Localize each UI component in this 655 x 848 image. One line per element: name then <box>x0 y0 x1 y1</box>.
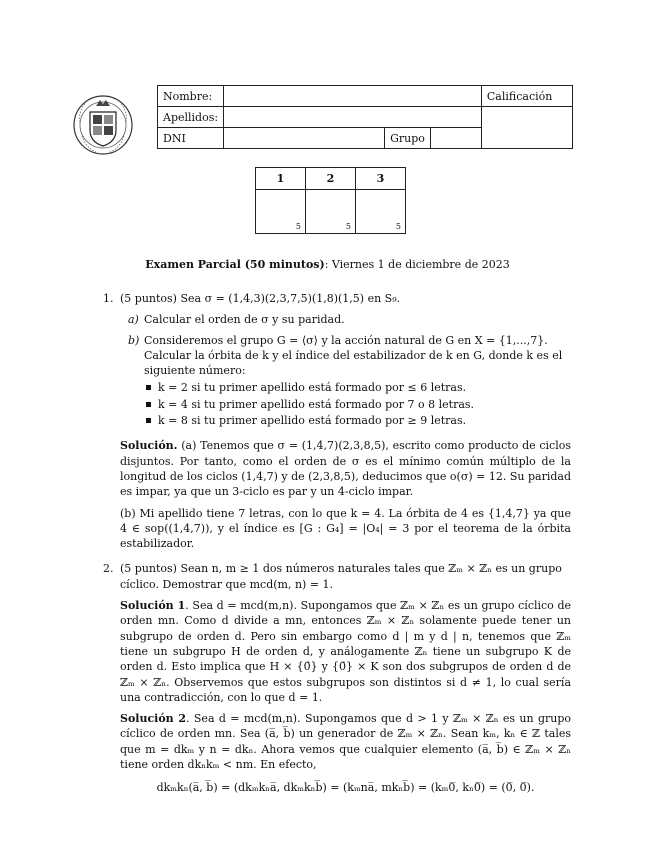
max-points: 5 <box>395 222 401 231</box>
exam-title-bold: Examen Parcial (50 minutos) <box>145 258 325 271</box>
student-info-table <box>157 85 573 149</box>
score-table <box>255 167 406 234</box>
exam-body <box>103 291 571 804</box>
solution-2-2 <box>103 711 571 772</box>
question-text: (5 puntos) Sean n, m ≥ 1 dos números naturales tales que ℤₘ × ℤₙ es un grupo cíclico. Demostrar que mcd(m, n) = 1. <box>120 562 562 591</box>
subpart-label: b) <box>128 333 140 347</box>
apellidos-field[interactable] <box>224 107 482 128</box>
solution-label: Solución 1 <box>120 599 186 613</box>
question-text: (5 puntos) Sea σ = (1,4,3)(2,3,7,5)(1,8)(1,5) en S₉. <box>120 292 401 305</box>
question-1a <box>120 312 571 327</box>
subpart-label: a) <box>128 313 139 327</box>
score-header: 3 <box>356 168 406 190</box>
question-1 <box>103 291 571 306</box>
solution-label: Solución 2 <box>120 712 187 726</box>
question-2 <box>103 561 571 592</box>
solution-text: . Sea d = mcd(m,n). Supongamos que d > 1 y ℤₘ × ℤₙ es un grupo cíclico de orden mn. Sea (a̅, b̅) un generador de ℤₘ × ℤₙ. Sean kₘ, kₙ ∈ ℤ tales que m = dkₘ y n = dkₙ. Ahora vemos que cualquier elemento (a̅, b̅) ∈ ℤₘ × ℤₙ tiene orden dkₙkₘ < nm. En efecto, <box>120 712 571 772</box>
subpart-text: Calcular el orden de σ y su paridad. <box>144 313 345 327</box>
grupo-field[interactable] <box>430 128 481 149</box>
subpart-text: Consideremos el grupo G = ⟨σ⟩ y la acción natural de G en X = {1,...,7}. Calcular la órbita de k y el índice del estabilizador de k en G, donde k es el siguiente número: <box>144 333 563 378</box>
max-points: 5 <box>295 222 301 231</box>
calificacion-label: Calificación <box>481 86 572 107</box>
question-number: 2. <box>103 562 114 576</box>
bullet-item: k = 2 si tu primer apellido está formado por ≤ 6 letras. <box>120 380 571 395</box>
grupo-label: Grupo <box>385 128 431 149</box>
dni-field[interactable] <box>224 128 385 149</box>
exam-title <box>0 258 655 271</box>
solution-label: Solución. <box>120 439 178 453</box>
exam-title-rest: : Viernes 1 de diciembre de 2023 <box>324 258 510 271</box>
solution-text: . Sea d = mcd(m,n). Supongamos que ℤₘ × ℤₙ es un grupo cíclico de orden mn. Como d divide a mn, entonces ℤₘ × ℤₙ solamente puede tener un subgrupo de orden d. Pero sin embargo como d | m y d | n, tenemos que ℤₘ tiene un subgrupo H de orden d, y análogamente ℤₙ tiene un subgrupo K de orden d. Esto implica que H × {0̄} y {0̄} × K son dos subgrupos de orden d de ℤₘ × ℤₙ. Observemos que estos subgrupos son distintos si d ≠ 1, lo cual sería una contradicción, con lo que d = 1. <box>120 599 571 704</box>
solution-1 <box>103 438 571 499</box>
bullet-item: k = 8 si tu primer apellido está formado por ≥ 9 letras. <box>120 413 571 428</box>
solution-text: (a) Tenemos que σ = (1,4,7)(2,3,8,5), escrito como producto de ciclos disjuntos. Por tanto, como el orden de σ es el mínimo común múltiplo de la longitud de los ciclos (1,4,7) y de (2,3,8,5), deducimos que o(σ) = 12. Su paridad es impar, ya que un 3-ciclo es par y un 4-ciclo impar. <box>120 439 571 499</box>
university-seal-icon <box>72 92 134 158</box>
question-1b <box>120 333 571 379</box>
score-header: 2 <box>306 168 356 190</box>
max-points: 5 <box>345 222 351 231</box>
calificacion-field[interactable] <box>481 107 572 149</box>
solution-1b: (b) Mi apellido tiene 7 letras, con lo que k = 4. La órbita de 4 es {1,4,7} ya que 4 ∈ sop((1,4,7)), y el índice es [G : G₄] = |O₄| = 3 por el teorema de la órbita estabilizador. <box>120 506 571 551</box>
nombre-label: Nombre: <box>158 86 224 107</box>
dni-label: DNI <box>158 128 224 149</box>
score-cell[interactable] <box>256 190 306 234</box>
score-cell[interactable] <box>356 190 406 234</box>
question-number: 1. <box>103 292 114 305</box>
score-header: 1 <box>256 168 306 190</box>
display-equation: dkₘkₙ(a̅, b̅) = (dkₘkₙa̅, dkₘkₙb̅) = (kₘna̅, mkₙb̅) = (kₘ0̅, kₙ0̅) = (0̅, 0̅). <box>156 781 535 795</box>
apellidos-label: Apellidos: <box>158 107 224 128</box>
bullet-item: k = 4 si tu primer apellido está formado por 7 o 8 letras. <box>120 397 571 412</box>
nombre-field[interactable] <box>224 86 482 107</box>
score-cell[interactable] <box>306 190 356 234</box>
solution-2-1 <box>103 598 571 705</box>
